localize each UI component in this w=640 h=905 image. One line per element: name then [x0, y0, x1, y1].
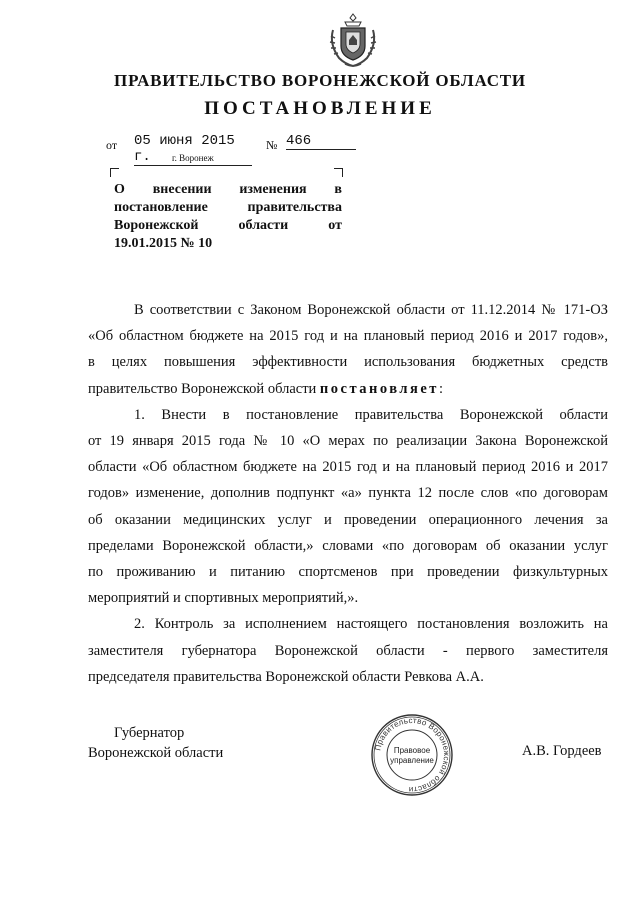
body-line: «Об областном бюджете на 2015 год и на плановый период 2016 и 2017 годов»,: [88, 328, 608, 345]
clause-2-paragraph: [88, 611, 608, 690]
resolves-colon: :: [438, 380, 443, 397]
coat-of-arms-icon: [327, 10, 379, 70]
signatory-title-line: Губернатор: [114, 725, 185, 741]
body-line: от 19 января 2015 года № 10 «О мерах по реализации Закона Воронежской: [88, 433, 608, 450]
legal-department-stamp: [370, 713, 454, 797]
body-line: В соответствии с Законом Воронежской области от 11.12.2014 № 171-ОЗ: [134, 302, 608, 318]
stamp-center-line: Правовое: [393, 746, 431, 755]
body-line: об оказании медицинских услуг и проведении операционного лечения за: [88, 511, 608, 528]
body-line: годов» изменение, дополнив подпункт «а» пункта 12 после слов «по договорам: [88, 485, 608, 502]
body-line: в целях повышения эффективности использования бюджетных средств: [88, 354, 608, 371]
body-line: области «Об областном бюджете на 2015 год и на плановый период 2016 и 2017: [88, 459, 608, 476]
subject-line: постановление правительства: [114, 200, 342, 215]
body-line: 1. Внести в постановление правительства Воронежской области: [134, 406, 608, 423]
stamp-center-line: управление: [390, 756, 434, 765]
clause-1-paragraph: [88, 402, 608, 612]
document-body: [88, 297, 608, 690]
resolves-word: постановляет: [319, 380, 439, 397]
date-prefix: от: [106, 138, 118, 152]
subject-line: О внесении изменения в: [114, 182, 342, 197]
preamble-tail: правительство Воронежской области: [88, 380, 320, 397]
subject-line: 19.01.2015 № 10: [114, 236, 213, 251]
body-line: 2. Контроль за исполнением настоящего постановления возложить на: [134, 616, 608, 633]
city-label: г. Воронеж: [172, 153, 214, 163]
signatory-title-line: Воронежской области: [88, 745, 224, 761]
stamp-ring-text: Правительство Воронежской области: [373, 715, 452, 795]
document-subject: [114, 181, 342, 253]
body-line: по проживанию и питанию спортсменов при проведении физкультурных: [88, 564, 608, 581]
preamble-paragraph: [88, 297, 608, 402]
body-line: председателя правительства Воронежской области Ревкова А.А.: [88, 668, 484, 685]
body-line: мероприятий и спортивных мероприятий,».: [88, 590, 359, 607]
signatory-title: [88, 723, 223, 763]
organization-title: ПРАВИТЕЛЬСТВО ВОРОНЕЖСКОЙ ОБЛАСТИ: [114, 71, 526, 90]
document-type-title: ПОСТАНОВЛЕНИЕ: [204, 98, 436, 119]
body-line: заместителя губернатора Воронежской области - первого заместителя: [88, 642, 608, 659]
svg-text:Правительство Воронежской обла: [373, 716, 451, 794]
number-label: №: [266, 138, 278, 152]
body-line: [88, 376, 608, 402]
document-date: 05 июня 2015 г.: [134, 133, 252, 166]
body-line: пределами Воронежской области,» словами «по договорам об оказании услуг: [88, 537, 608, 554]
subject-bracket-right: [334, 168, 343, 177]
document-number: 466: [286, 133, 356, 150]
subject-line: Воронежской области от: [114, 218, 342, 233]
signatory-name: А.В. Гордеев: [522, 743, 602, 759]
subject-bracket-left: [110, 168, 119, 177]
